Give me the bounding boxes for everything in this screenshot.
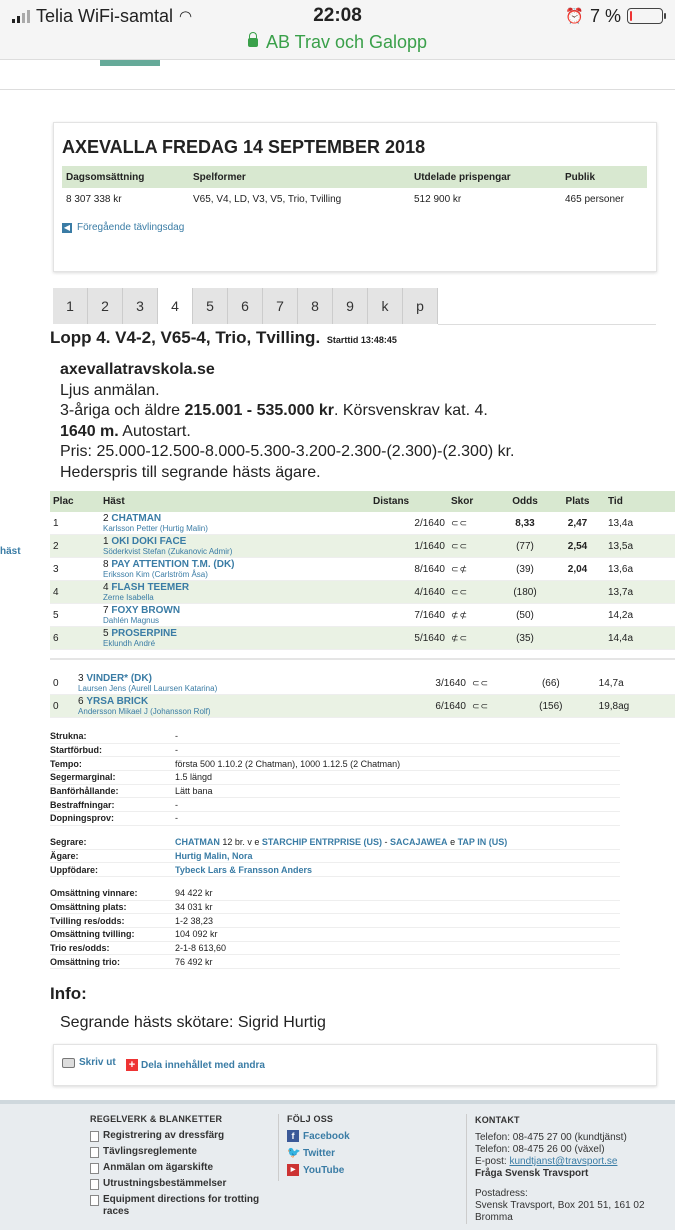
table-row: 6 5 PROSERPINE Eklundh André 5/1640 ⊄⊂ (35) 14,4a xyxy=(50,627,675,650)
facebook-link[interactable]: f Facebook xyxy=(287,1130,458,1142)
results-table xyxy=(50,491,675,650)
race-line-1: Ljus anmälan. xyxy=(60,381,160,399)
place-odds xyxy=(583,672,596,695)
alarm-icon: ⏰ xyxy=(565,8,584,25)
race-title xyxy=(50,328,397,348)
distance: 3/1640 xyxy=(390,672,469,695)
arrow-left-icon: ◀ xyxy=(63,222,71,232)
driver-link[interactable]: Eklundh André xyxy=(103,639,156,648)
distance: 6/1640 xyxy=(390,695,469,718)
cell: V65, V4, LD, V3, V5, Trio, Tvilling xyxy=(193,193,342,205)
shoes-icon: ⊄⊄ xyxy=(448,604,500,627)
driver-link[interactable]: Dahlén Magnus xyxy=(103,616,160,625)
horse-link[interactable]: FLASH TEEMER xyxy=(111,582,190,593)
place: 4 xyxy=(50,581,100,604)
tab-k[interactable]: k xyxy=(368,288,403,324)
dam-link[interactable]: SACAJAWEA xyxy=(390,837,448,848)
distance: 8/1640 xyxy=(370,558,448,581)
youtube-link[interactable]: ▶ YouTube xyxy=(287,1164,458,1176)
tab-5[interactable]: 5 xyxy=(193,288,228,324)
facebook-icon: f xyxy=(287,1130,299,1142)
time: 19,8ag xyxy=(596,695,675,718)
driver-link[interactable]: Andersson Mikael J (Johansson Rolf) xyxy=(78,707,211,716)
place-odds xyxy=(550,627,605,650)
footer-rule-link[interactable]: Registrering av dressfärg xyxy=(90,1130,270,1142)
race-line-4: Pris: 25.000-12.500-8.000-5.300-3.200-2.300-(2.300)-(2.300) kr. xyxy=(60,443,515,460)
print-button[interactable]: Skriv ut xyxy=(62,1057,116,1068)
clock: 22:08 xyxy=(313,5,362,26)
race-tabs xyxy=(53,288,438,324)
col-header: Häst xyxy=(100,491,370,512)
url-bar[interactable] xyxy=(0,32,675,60)
carrier-label: Telia WiFi-samtal xyxy=(36,5,174,26)
document-icon xyxy=(90,1147,99,1158)
odds: (35) xyxy=(500,627,550,650)
odds: 8,33 xyxy=(500,512,550,535)
table-row: 1 2 CHATMAN Karlsson Petter (Hurtig Malin) 2/1640 ⊂⊂ 8,33 2,47 13,4a xyxy=(50,512,675,535)
signal-icon xyxy=(12,9,30,23)
cell: 512 900 kr xyxy=(414,193,462,205)
time: 13,7a xyxy=(605,581,675,604)
col-header: Skor xyxy=(448,491,500,512)
race-line-5: Hederspris till segrande hästs ägare. xyxy=(60,463,321,481)
time: 14,4a xyxy=(605,627,675,650)
race-line-3: 1640 m. Autostart. xyxy=(60,422,191,440)
col-header: Distans xyxy=(370,491,448,512)
winner-row: Segrare: CHATMAN 12 br. v e STARCHIP ENTRPRISE (US) - SACAJAWEA e TAP IN (US) xyxy=(50,836,620,850)
distance: 7/1640 xyxy=(370,604,448,627)
tab-9[interactable]: 9 xyxy=(333,288,368,324)
meeting-info-box xyxy=(53,122,657,272)
url-title: AB Trav och Galopp xyxy=(265,32,428,52)
place-odds: 2,54 xyxy=(550,535,605,558)
shoes-icon: ⊂⊂ xyxy=(448,535,500,558)
time: 13,6a xyxy=(605,558,675,581)
race-details: Strukna: - Startförbud: - Tempo: första 500 1.10.2 (2 Chatman), 1000 1.12.5 (2 Chatman) Segermarginal: 1.5 längd Banförhållande: Lätt bana Bestraffningar: - Dopningsprov: - Segrare: CHATMAN 12 br. v e STARCHIP ENTRPRISE (US) - SACAJAWEA e TAP IN (US) Ägare: Hurtig Malin, Nora Uppfödare: Tybeck Lars & Fransson Anders Omsättning vinnare: 94 422 kr Omsättning plats: 34 031 kr Tvilling res/odds: 1-2 38,23 Omsättning tvilling: 104 092 kr Trio res/odds: 2-1-8 613,60 Omsättning trio: 76 492 kr xyxy=(50,730,620,969)
ask-link[interactable]: Fråga Svensk Travsport xyxy=(475,1168,589,1179)
time: 13,5a xyxy=(605,535,675,558)
email-link[interactable]: kundtjanst@travsport.se xyxy=(509,1156,618,1167)
table-row: 5 7 FOXY BROWN Dahlén Magnus 7/1640 ⊄⊄ (50) 14,2a xyxy=(50,604,675,627)
document-icon xyxy=(90,1163,99,1174)
footer xyxy=(0,1100,675,1230)
distance: 5/1640 xyxy=(370,627,448,650)
top-band xyxy=(0,60,675,90)
owner-link[interactable]: Hurtig Malin, Nora xyxy=(175,850,253,861)
phone-1[interactable]: Telefon: 08-475 27 00 (kundtjänst) xyxy=(475,1132,627,1143)
previous-day-label: Föregående tävlingsdag xyxy=(77,222,185,233)
race-line-2: 3-åriga och äldre 215.001 - 535.000 kr. Körsvenskrav kat. 4. xyxy=(60,402,488,419)
race-sponsor: axevallatravskola.se xyxy=(60,361,215,378)
cell: 8 307 338 kr xyxy=(66,193,122,205)
driver-link[interactable]: Zerne Isabella xyxy=(103,593,154,602)
odds: (77) xyxy=(500,535,550,558)
battery-percent: 7 % xyxy=(589,5,621,26)
tab-2[interactable]: 2 xyxy=(88,288,123,324)
place-odds xyxy=(550,581,605,604)
shoes-icon: ⊂⊂ xyxy=(448,581,500,604)
driver-link[interactable]: Karlsson Petter (Hurtig Malin) xyxy=(103,524,208,533)
horse-link[interactable]: OKI DOKI FACE xyxy=(111,536,187,547)
table-row: 0 6 YRSA BRICK Andersson Mikael J (Johansson Rolf) 6/1640 ⊂⊂ (156) 19,8ag xyxy=(50,695,675,718)
footer-rule-link[interactable]: Tävlingsreglemente xyxy=(90,1146,270,1158)
odds: (66) xyxy=(519,672,583,695)
info-text: Segrande hästs skötare: Sigrid Hurtig xyxy=(60,1014,326,1031)
race-description xyxy=(60,360,660,483)
odds: (180) xyxy=(500,581,550,604)
horse-link[interactable]: YRSA BRICK xyxy=(86,696,149,707)
driver-link[interactable]: Eriksson Kim (Carlström Åsa) xyxy=(103,570,208,579)
battery-icon xyxy=(627,8,663,24)
tab-4[interactable]: 4 xyxy=(158,288,193,324)
left-sidebar-stub[interactable]: häst xyxy=(0,546,21,557)
youtube-icon: ▶ xyxy=(287,1164,299,1176)
shoes-icon: ⊂⊂ xyxy=(448,512,500,535)
twitter-icon: 🐦 xyxy=(287,1147,301,1159)
phone-2[interactable]: Telefon: 08-475 26 00 (växel) xyxy=(475,1144,605,1155)
footer-rules: REGELVERK & BLANKETTER Registrering av dressfärg Tävlingsreglemente Anmälan om ägarskifte Utrustningsbestämmelser Equipment directions for trotting races xyxy=(90,1114,270,1222)
document-icon xyxy=(90,1179,99,1190)
odds: (50) xyxy=(500,604,550,627)
status-bar xyxy=(0,0,675,32)
wifi-icon: ◠ xyxy=(179,8,193,25)
horse-link[interactable]: VINDER* (DK) xyxy=(86,673,152,684)
table-row: 3 8 PAY ATTENTION T.M. (DK) Eriksson Kim (Carlström Åsa) 8/1640 ⊂⊄ (39) 2,04 13,6a xyxy=(50,558,675,581)
distance: 2/1640 xyxy=(370,512,448,535)
shoes-icon: ⊄⊂ xyxy=(448,627,500,650)
time: 14,2a xyxy=(605,604,675,627)
driver-link[interactable]: Söderkvist Stefan (Zukanovic Admir) xyxy=(103,547,233,556)
shoes-icon: ⊂⊂ xyxy=(469,672,519,695)
start-time: Starttid 13:48:45 xyxy=(326,335,397,345)
tab-8[interactable]: 8 xyxy=(298,288,333,324)
document-icon xyxy=(90,1131,99,1142)
distance: 1/1640 xyxy=(370,535,448,558)
horse-link[interactable]: PROSERPINE xyxy=(111,628,177,639)
table-row: 2 1 OKI DOKI FACE Söderkvist Stefan (Zukanovic Admir) 1/1640 ⊂⊂ (77) 2,54 13,5a xyxy=(50,535,675,558)
distance: 4/1640 xyxy=(370,581,448,604)
footer-rule-link[interactable]: Equipment directions for trotting races xyxy=(90,1194,270,1218)
lock-icon xyxy=(248,38,258,47)
footer-rule-link[interactable]: Utrustningsbestämmelser xyxy=(90,1178,270,1190)
driver-link[interactable]: Laursen Jens (Aurell Laursen Katarina) xyxy=(78,684,218,693)
page-content xyxy=(0,60,675,1223)
meeting-title: AXEVALLA FREDAG 14 SEPTEMBER 2018 xyxy=(62,137,426,157)
printer-icon xyxy=(62,1058,75,1068)
shoes-icon: ⊂⊄ xyxy=(448,558,500,581)
col-header: Plac xyxy=(50,491,100,512)
share-button[interactable]: + Dela innehållet med andra xyxy=(126,1059,265,1071)
footer-rule-link[interactable]: Anmälan om ägarskifte xyxy=(90,1162,270,1174)
col-header: Tid xyxy=(605,491,675,512)
sire-link[interactable]: STARCHIP ENTRPRISE (US) xyxy=(261,837,383,848)
col-header: Utdelade prispengar xyxy=(410,166,561,188)
time: 14,7a xyxy=(596,672,675,695)
place: 1 xyxy=(50,512,100,535)
place-odds xyxy=(550,604,605,627)
plus-icon: + xyxy=(126,1059,138,1071)
cell: 465 personer xyxy=(565,193,624,205)
horse-link[interactable]: CHATMAN xyxy=(111,513,162,524)
place: 2 xyxy=(50,535,100,558)
unplaced-table xyxy=(50,672,675,718)
tab-6[interactable]: 6 xyxy=(228,288,263,324)
place: 3 xyxy=(50,558,100,581)
info-heading: Info: xyxy=(50,984,87,1003)
col-header: Publik xyxy=(561,166,647,188)
footer-follow: FÖLJ OSS f Facebook 🐦 Twitter ▶ YouTube xyxy=(278,1114,458,1181)
place: 5 xyxy=(50,604,100,627)
table-row: 4 4 FLASH TEEMER Zerne Isabella 4/1640 ⊂⊂ (180) 13,7a xyxy=(50,581,675,604)
odds: (39) xyxy=(500,558,550,581)
col-header: Plats xyxy=(550,491,605,512)
table-row: 0 3 VINDER* (DK) Laursen Jens (Aurell Laursen Katarina) 3/1640 ⊂⊂ (66) 14,7a xyxy=(50,672,675,695)
twitter-link[interactable]: 🐦 Twitter xyxy=(287,1147,336,1159)
place: 0 xyxy=(50,695,75,718)
meeting-table xyxy=(62,166,647,210)
time: 13,4a xyxy=(605,512,675,535)
horse-link[interactable]: FOXY BROWN xyxy=(111,605,181,616)
race-title-text: Lopp 4. V4-2, V65-4, Trio, Tvilling. xyxy=(50,328,321,347)
document-icon xyxy=(90,1195,99,1206)
horse-link[interactable]: PAY ATTENTION T.M. (DK) xyxy=(111,559,235,570)
tab-3[interactable]: 3 xyxy=(123,288,158,324)
col-header: Spelformer xyxy=(189,166,410,188)
winner-link[interactable]: CHATMAN xyxy=(175,837,220,848)
place-odds xyxy=(583,695,596,718)
col-header: Dagsomsättning xyxy=(62,166,189,188)
place-odds: 2,47 xyxy=(550,512,605,535)
breeder-link[interactable]: Tybeck Lars & Fransson Anders xyxy=(175,864,313,875)
place-odds: 2,04 xyxy=(550,558,605,581)
footer-contact: KONTAKT Telefon: 08-475 27 00 (kundtjänst) Telefon: 08-475 26 00 (växel) E-post: kundtjanst@travsport.se Fråga Svensk Travsport Postadress: Svensk Travsport, Box 201 51, 161 02 Bromma xyxy=(466,1114,666,1224)
shoes-icon: ⊂⊂ xyxy=(469,695,519,718)
previous-day-link[interactable] xyxy=(62,222,648,233)
tab-1[interactable]: 1 xyxy=(53,288,88,324)
odds: (156) xyxy=(519,695,583,718)
place: 0 xyxy=(50,672,75,695)
col-header: Odds xyxy=(500,491,550,512)
tab-7[interactable]: 7 xyxy=(263,288,298,324)
tab-p[interactable]: p xyxy=(403,288,438,324)
share-box xyxy=(53,1044,657,1086)
place: 6 xyxy=(50,627,100,650)
damsire-link[interactable]: TAP IN (US) xyxy=(457,837,508,848)
